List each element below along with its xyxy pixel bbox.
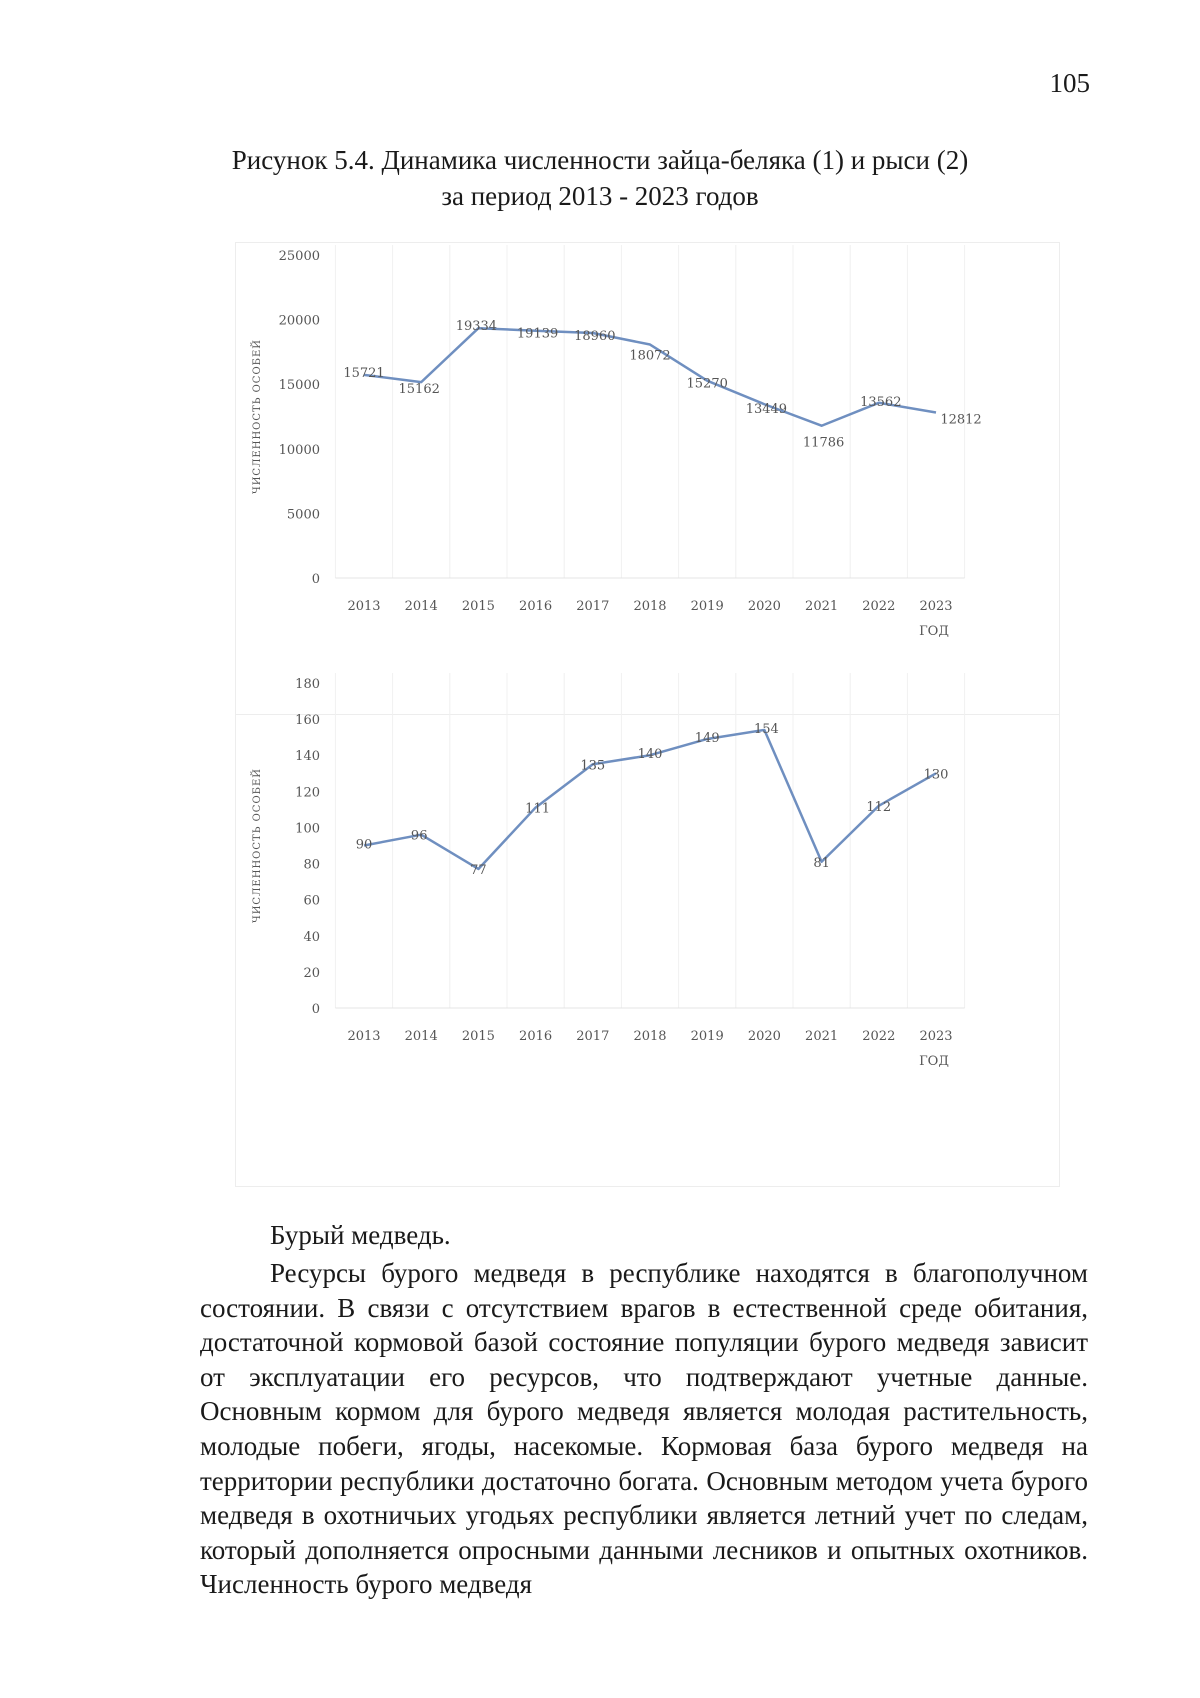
data-label: 96 <box>410 828 428 844</box>
body-paragraph: Ресурсы бурого медведя в республике находятся в благополучном состоянии. В связи с отсутствием врагов в естественной среде обитания, достаточной кормовой базой состояние популяции бурого медведя зависит от эксплуатации его ресурсов, что подтверждают учетные данные. Основным кормом для бурого медведя является молодая растительность, молодые побеги, ягоды, насекомые. Кормовая база бурого медведя на территории республики достаточно богата. Основным методом учета бурого медведя в охотничьих угодьях республики является летний учет по следам, который дополняется опросными данными лесников и опытных охотников. Численность бурого медведя <box>200 1258 1088 1600</box>
x-tick-label: 2013 <box>347 1029 381 1044</box>
y-tick-label: 20 <box>303 965 320 981</box>
figure-caption <box>0 142 1200 214</box>
y-tick-label: 25000 <box>278 249 320 264</box>
data-label: 18960 <box>574 329 616 345</box>
x-tick-label: 2015 <box>461 599 495 614</box>
y-tick-label: 10000 <box>278 442 320 458</box>
y-tick-label: 40 <box>303 929 320 945</box>
data-label: 140 <box>637 747 663 763</box>
data-label: 18072 <box>629 348 671 364</box>
page-number: 105 <box>1049 68 1090 98</box>
data-label: 15270 <box>686 376 728 392</box>
data-label: 15721 <box>343 365 385 381</box>
x-tick-label: 2019 <box>690 599 724 614</box>
data-label: 135 <box>580 758 606 774</box>
y-axis-label: ЧИСЛЕННОСТЬ ОСОБЕЙ <box>252 338 263 495</box>
data-label: 13449 <box>745 402 788 418</box>
x-tick-label: 2015 <box>461 1029 495 1044</box>
lynx-population-chart <box>235 677 1060 1187</box>
y-tick-label: 140 <box>295 749 320 765</box>
y-tick-label: 100 <box>295 821 320 837</box>
data-label: 19139 <box>516 326 559 342</box>
data-label: 149 <box>694 730 720 746</box>
hare-population-chart <box>235 242 1060 715</box>
hare-chart-svg <box>236 243 1059 714</box>
x-tick-label: 2017 <box>576 1029 610 1044</box>
y-tick-label: 80 <box>303 857 320 873</box>
data-label: 111 <box>525 801 551 817</box>
y-tick-label: 5000 <box>286 507 320 523</box>
section-heading: Бурый медведь. <box>270 1220 451 1250</box>
data-label: 130 <box>923 767 949 783</box>
x-tick-label: 2020 <box>747 1029 781 1044</box>
data-label: 15162 <box>398 382 440 398</box>
data-label: 12812 <box>940 412 982 428</box>
data-label: 90 <box>355 837 373 853</box>
x-axis-label: ГОД <box>919 1054 949 1069</box>
data-label: 11786 <box>802 435 845 451</box>
y-tick-label: 15000 <box>278 378 320 394</box>
x-tick-label: 2013 <box>347 599 381 614</box>
y-tick-label: 160 <box>295 713 320 729</box>
x-tick-label: 2016 <box>519 1029 553 1044</box>
x-tick-label: 2016 <box>519 599 553 614</box>
caption-line-2: за период 2013 - 2023 годов <box>441 181 759 211</box>
x-tick-label: 2017 <box>576 599 610 614</box>
x-tick-label: 2022 <box>862 1029 896 1044</box>
data-label: 13562 <box>860 394 902 410</box>
x-tick-label: 2022 <box>862 599 896 614</box>
x-tick-label: 2014 <box>404 1029 438 1044</box>
x-tick-label: 2023 <box>919 1029 953 1044</box>
y-axis-label: ЧИСЛЕННОСТЬ ОСОБЕЙ <box>252 767 263 924</box>
x-tick-label: 2023 <box>919 599 953 614</box>
lynx-chart-svg <box>236 677 1059 1186</box>
x-tick-label: 2018 <box>633 599 667 614</box>
y-tick-label: 20000 <box>278 313 320 329</box>
data-label: 19334 <box>455 319 498 335</box>
y-tick-label: 0 <box>311 572 320 587</box>
x-axis-label: ГОД <box>919 624 949 639</box>
data-label: 154 <box>753 721 779 737</box>
x-tick-label: 2018 <box>633 1029 667 1044</box>
data-label: 77 <box>470 862 487 878</box>
y-tick-label: 180 <box>295 677 320 692</box>
data-label: 112 <box>866 799 892 815</box>
x-tick-label: 2020 <box>747 599 781 614</box>
x-tick-label: 2014 <box>404 599 438 614</box>
x-tick-label: 2021 <box>805 1029 839 1044</box>
x-tick-label: 2019 <box>690 1029 724 1044</box>
y-tick-label: 0 <box>311 1002 320 1017</box>
data-label: 81 <box>813 855 830 871</box>
x-tick-label: 2021 <box>805 599 839 614</box>
y-tick-label: 60 <box>303 893 320 909</box>
y-tick-label: 120 <box>295 785 320 801</box>
caption-line-1: Рисунок 5.4. Динамика численности зайца-беляка (1) и рыси (2) <box>231 145 969 175</box>
